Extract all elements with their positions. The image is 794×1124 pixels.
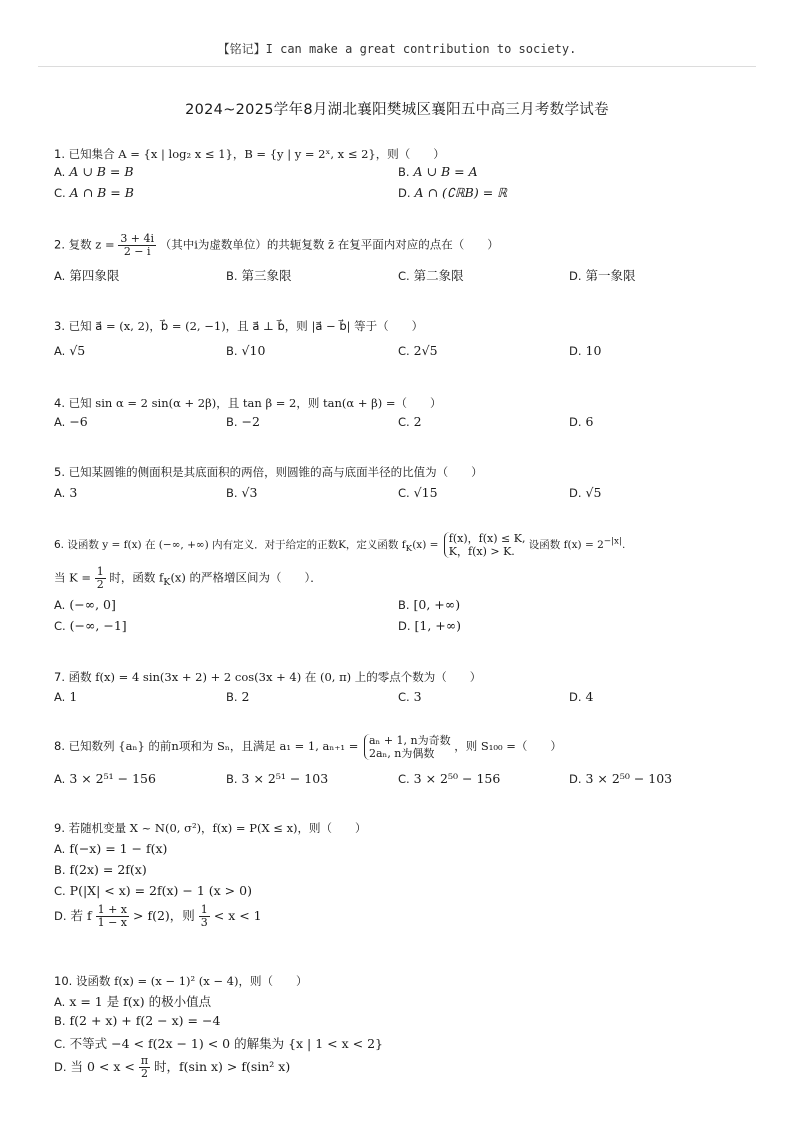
fraction-numerator: 1 + x xyxy=(97,903,128,916)
question-9-stem xyxy=(54,820,367,836)
option-a[interactable] xyxy=(54,343,85,358)
option-text: 第二象限 xyxy=(413,268,464,283)
option-d[interactable] xyxy=(569,689,593,704)
question-text: （其中i为虚数单位）的共轭复数 z̄ 在复平面内对应的点在（ ） xyxy=(159,237,499,252)
question-text: 时，函数 f xyxy=(109,570,164,585)
option-b[interactable] xyxy=(54,862,147,877)
piecewise-case: 2aₙ, n为偶数 xyxy=(369,747,435,760)
page-header-motto: 【铭记】I can make a great contribution to society. xyxy=(217,42,577,56)
option-c[interactable] xyxy=(54,185,134,200)
option-text: f(2x) = 2f(x) xyxy=(69,862,147,877)
question-number: 2. xyxy=(54,237,65,252)
question-text: 函数 f(x) = 4 sin(3x + 2) + 2 cos(3x + 4) 在 (0, π) 上的零点个数为（ ） xyxy=(68,670,482,684)
option-key: B. xyxy=(226,486,238,500)
option-b[interactable] xyxy=(398,164,478,179)
fraction xyxy=(139,1055,150,1080)
option-text: (−∞, −1] xyxy=(69,618,127,633)
option-a[interactable] xyxy=(54,266,119,284)
question-2-stem xyxy=(54,233,499,258)
option-text: √5 xyxy=(585,485,602,500)
option-c[interactable] xyxy=(398,266,464,284)
option-key: B. xyxy=(226,772,238,786)
option-text: √15 xyxy=(413,485,438,500)
option-d[interactable] xyxy=(569,485,601,500)
fraction-numerator: 1 xyxy=(200,903,208,916)
option-text: x = 1 是 f(x) 的极小值点 xyxy=(69,994,212,1009)
option-a[interactable] xyxy=(54,164,134,179)
option-key: D. xyxy=(569,690,582,704)
option-key: B. xyxy=(226,344,238,358)
option-key: B. xyxy=(226,269,238,283)
option-c[interactable] xyxy=(398,689,422,704)
option-a[interactable] xyxy=(54,597,116,612)
piecewise-definition xyxy=(364,734,451,760)
option-text: A ∪ B = B xyxy=(69,164,134,179)
fraction-numerator: 1 xyxy=(96,565,104,578)
question-text: (x) 的严格增区间为（ ）． xyxy=(170,570,322,585)
option-text: 6 xyxy=(585,414,594,429)
question-6-stem-line2 xyxy=(54,566,322,591)
fraction-numerator: π xyxy=(140,1054,149,1067)
question-number: 8. xyxy=(54,739,65,753)
question-number: 6. xyxy=(54,539,65,551)
question-8-stem xyxy=(54,734,562,760)
question-number: 4. xyxy=(54,396,65,410)
fraction-denominator: 2 − i xyxy=(123,245,151,258)
question-10-stem xyxy=(54,973,307,989)
option-key: C. xyxy=(398,690,410,704)
option-c[interactable] xyxy=(398,343,438,358)
option-text: 2√5 xyxy=(413,343,438,358)
option-c[interactable] xyxy=(398,485,438,500)
option-text: 3 xyxy=(69,485,78,500)
question-text: 已知 sin α = 2 sin(α + 2β)，且 tan β = 2，则 tan(α + β) =（ ） xyxy=(68,396,442,410)
option-text: −6 xyxy=(69,414,88,429)
option-key: A. xyxy=(54,772,66,786)
option-text: f(−x) = 1 − f(x) xyxy=(69,841,168,856)
option-d[interactable] xyxy=(398,618,461,633)
subscript: K xyxy=(163,576,171,588)
exam-title: 2024~2025学年8月湖北襄阳樊城区襄阳五中高三月考数学试卷 xyxy=(185,102,609,118)
header-divider xyxy=(38,66,756,67)
option-key: C. xyxy=(398,415,410,429)
option-key: D. xyxy=(569,415,582,429)
option-text: 3 × 2⁵⁰ − 156 xyxy=(413,771,501,786)
fraction xyxy=(96,904,129,929)
piecewise-case: K，f(x) > K. xyxy=(448,545,515,558)
option-text: 4 xyxy=(585,689,594,704)
piecewise-definition xyxy=(444,532,526,558)
option-text: 第四象限 xyxy=(69,268,120,283)
option-text: 时，f(sin x) > f(sin² x) xyxy=(154,1059,291,1074)
option-key: A. xyxy=(54,598,66,612)
fraction-denominator: 2 xyxy=(140,1067,148,1080)
option-key: C. xyxy=(54,884,66,898)
question-number: 1. xyxy=(54,147,65,161)
option-d[interactable] xyxy=(569,266,636,284)
piecewise-case: f(x)，f(x) ≤ K, xyxy=(448,532,526,545)
option-text: −2 xyxy=(241,414,260,429)
option-key: A. xyxy=(54,165,66,179)
fraction-denominator: 3 xyxy=(200,916,208,929)
option-text: A ∪ B = A xyxy=(413,164,478,179)
option-d[interactable] xyxy=(569,414,593,429)
question-number: 7. xyxy=(54,670,65,684)
option-key: A. xyxy=(54,415,66,429)
option-text: √3 xyxy=(241,485,258,500)
option-text: A ∩ B = B xyxy=(69,185,134,200)
option-key: C. xyxy=(398,344,410,358)
option-key: C. xyxy=(398,486,410,500)
option-text: 当 0 < x < xyxy=(70,1059,135,1074)
option-text: 10 xyxy=(585,343,602,358)
question-text: 已知 a⃗ = (x, 2)，b⃗ = (2, −1)，且 a⃗ ⊥ b⃗，则 |a⃗ − b⃗| 等于（ ） xyxy=(68,319,424,333)
option-text: 第三象限 xyxy=(241,268,292,283)
option-b[interactable] xyxy=(398,597,460,612)
option-key: B. xyxy=(398,598,410,612)
option-key: B. xyxy=(398,165,410,179)
question-7-stem xyxy=(54,669,481,685)
option-key: B. xyxy=(54,1014,66,1028)
option-c[interactable] xyxy=(398,771,500,786)
option-key: D. xyxy=(569,486,582,500)
option-text: [1, +∞) xyxy=(414,618,462,633)
question-number: 10. xyxy=(54,974,73,988)
option-key: C. xyxy=(54,619,66,633)
question-text: 复数 z = xyxy=(68,237,115,252)
option-text: 3 × 2⁵⁰ − 103 xyxy=(585,771,673,786)
question-text: . xyxy=(621,539,626,551)
option-c[interactable] xyxy=(54,1034,383,1052)
option-key: C. xyxy=(398,772,410,786)
option-a[interactable] xyxy=(54,689,77,704)
option-text: 若 f xyxy=(70,908,92,923)
option-key: C. xyxy=(54,186,66,200)
option-text: 2 xyxy=(413,414,422,429)
option-key: D. xyxy=(569,344,582,358)
option-text: 不等式 −4 < f(2x − 1) < 0 的解集为 {x | 1 < x < 2} xyxy=(69,1036,383,1051)
option-b[interactable] xyxy=(54,1013,220,1028)
question-4-stem xyxy=(54,395,442,411)
question-text: (x) = xyxy=(412,539,439,551)
option-text: 1 xyxy=(69,689,78,704)
option-text: 3 xyxy=(413,689,422,704)
option-b[interactable] xyxy=(226,266,292,284)
question-number: 5. xyxy=(54,465,65,479)
option-d[interactable] xyxy=(54,904,262,929)
question-6-stem xyxy=(54,532,625,558)
question-text: 已知某圆锥的侧面积是其底面积的两倍，则圆锥的高与底面半径的比值为（ ） xyxy=(68,465,483,479)
question-number: 3. xyxy=(54,319,65,333)
option-text: < x < 1 xyxy=(213,908,262,923)
option-text: P(|X| < x) = 2f(x) − 1 (x > 0) xyxy=(69,883,252,898)
option-text: √5 xyxy=(69,343,86,358)
option-key: A. xyxy=(54,269,66,283)
option-key: D. xyxy=(569,269,582,283)
option-d[interactable] xyxy=(569,343,601,358)
question-text: 已知数列 {aₙ} 的前n项和为 Sₙ，且满足 a₁ = 1, aₙ₊₁ = xyxy=(68,739,359,753)
option-text: [0, +∞) xyxy=(413,597,461,612)
question-5-stem xyxy=(54,464,483,480)
option-b[interactable] xyxy=(226,689,249,704)
fraction xyxy=(118,233,156,258)
piecewise-case: aₙ + 1, n为奇数 xyxy=(369,734,451,747)
option-d[interactable] xyxy=(398,185,507,200)
question-text: 设函数 f(x) = (x − 1)² (x − 4)，则（ ） xyxy=(75,974,308,988)
option-key: D. xyxy=(54,1060,67,1074)
superscript: −|x| xyxy=(603,536,622,547)
question-text: 若随机变量 X ~ N(0, σ²)，f(x) = P(X ≤ x)，则（ ） xyxy=(68,821,367,835)
option-key: A. xyxy=(54,690,66,704)
question-text: 当 K = xyxy=(54,570,92,585)
option-d[interactable] xyxy=(569,771,672,786)
option-a[interactable] xyxy=(54,414,88,429)
option-c[interactable] xyxy=(398,414,422,429)
question-text: 已知集合 A = {x | log₂ x ≤ 1}，B = {y | y = 2ˣ, x ≤ 2}，则（ ） xyxy=(68,147,445,161)
option-text: 第一象限 xyxy=(585,268,636,283)
fraction-denominator: 1 − x xyxy=(97,916,128,929)
option-b[interactable] xyxy=(226,343,265,358)
option-text: √10 xyxy=(241,343,266,358)
option-key: B. xyxy=(226,690,238,704)
option-text: A ∩ (∁ℝB) = ℝ xyxy=(414,185,508,200)
question-text: 设函数 f(x) = 2 xyxy=(528,539,604,551)
option-text: 3 × 2⁵¹ − 103 xyxy=(241,771,329,786)
option-key: C. xyxy=(54,1037,66,1051)
question-1-stem xyxy=(54,146,445,162)
option-key: C. xyxy=(398,269,410,283)
option-b[interactable] xyxy=(226,771,328,786)
option-text: 3 × 2⁵¹ − 156 xyxy=(69,771,156,786)
question-number: 9. xyxy=(54,821,65,835)
option-a[interactable] xyxy=(54,485,77,500)
fraction xyxy=(95,566,106,591)
option-a[interactable] xyxy=(54,771,156,786)
question-3-stem xyxy=(54,318,423,334)
option-text: > f(2)，则 xyxy=(133,908,195,923)
option-key: B. xyxy=(226,415,238,429)
option-key: D. xyxy=(398,619,411,633)
option-key: A. xyxy=(54,995,66,1009)
option-text: f(2 + x) + f(2 − x) = −4 xyxy=(69,1013,221,1028)
option-d[interactable] xyxy=(54,1055,290,1080)
option-b[interactable] xyxy=(226,414,260,429)
subscript: K xyxy=(405,544,413,555)
option-key: D. xyxy=(569,772,582,786)
option-a[interactable] xyxy=(54,841,167,856)
option-text: 2 xyxy=(241,689,250,704)
fraction xyxy=(199,904,210,929)
option-a[interactable] xyxy=(54,992,211,1010)
option-text: (−∞, 0] xyxy=(69,597,116,612)
option-key: A. xyxy=(54,842,66,856)
question-text: 设函数 y = f(x) 在 (−∞, +∞) 内有定义．对于给定的正数K，定义函数 f xyxy=(67,539,406,551)
fraction-numerator: 3 + 4i xyxy=(120,232,155,245)
option-key: A. xyxy=(54,344,66,358)
option-b[interactable] xyxy=(226,485,257,500)
question-text: ，则 S₁₀₀ =（ ） xyxy=(454,739,562,753)
option-key: A. xyxy=(54,486,66,500)
option-key: D. xyxy=(398,186,411,200)
option-key: B. xyxy=(54,863,66,877)
option-key: D. xyxy=(54,909,67,923)
fraction-denominator: 2 xyxy=(96,578,104,591)
option-c[interactable] xyxy=(54,618,127,633)
option-c[interactable] xyxy=(54,883,252,898)
